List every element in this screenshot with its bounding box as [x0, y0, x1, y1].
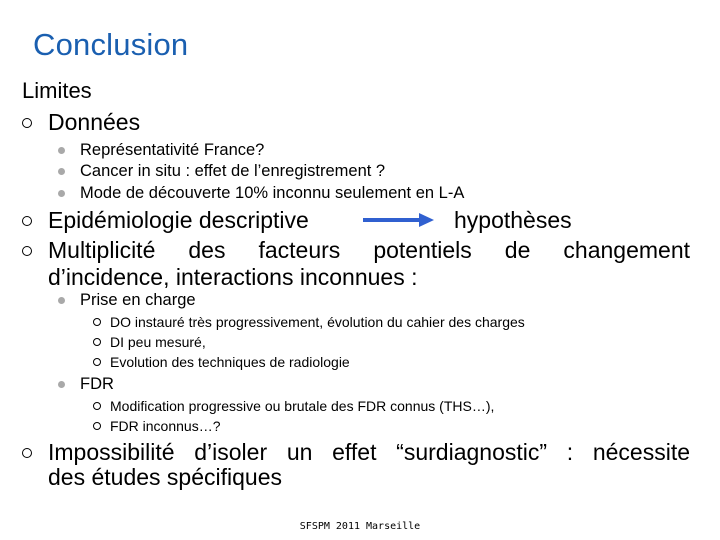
sub-bullet-text: FDR — [80, 375, 114, 393]
sub-bullet-text: Mode de découverte 10% inconnu seulement en L-A — [80, 184, 465, 202]
sub-sub-bullet-text: Evolution des techniques de radiologie — [110, 354, 350, 370]
bullet-text-line2: d’incidence, interactions inconnues : — [48, 264, 418, 290]
bullet-text-line1: Multiplicité des facteurs potentiels de changement — [48, 237, 690, 263]
bullet-text-left: Epidémiologie descriptive — [48, 207, 309, 233]
sub-bullet-text: Prise en charge — [80, 291, 196, 309]
slide-title: Conclusion — [33, 27, 189, 62]
gray-dot-bullet-icon — [58, 381, 65, 388]
gray-dot-bullet-icon — [58, 297, 65, 304]
sub-sub-bullet-text: FDR inconnus…? — [110, 418, 221, 434]
right-arrow-icon — [363, 212, 435, 228]
hollow-circle-bullet-icon — [22, 448, 32, 458]
hollow-circle-bullet-icon — [93, 318, 101, 326]
sub-sub-bullet-text: DO instauré très progressivement, évolution du cahier des charges — [110, 314, 525, 330]
section-heading: Limites — [22, 78, 92, 103]
bullet-text: Données — [48, 109, 141, 135]
hollow-circle-bullet-icon — [93, 358, 101, 366]
footer-text: SFSPM 2011 Marseille — [299, 521, 421, 532]
gray-dot-bullet-icon — [58, 147, 65, 154]
hollow-circle-bullet-icon — [22, 216, 32, 226]
sub-sub-bullet-text: Modification progressive ou brutale des FDR connus (THS…), — [110, 398, 495, 414]
bullet-text-right: hypothèses — [454, 207, 572, 233]
slide-footer — [0, 521, 720, 532]
hollow-circle-bullet-icon — [22, 246, 32, 256]
sub-bullet-text: Cancer in situ : effet de l’enregistrement ? — [80, 162, 386, 180]
bullet-text-line1: Impossibilité d’isoler un effet “surdiagnostic” : nécessite — [48, 439, 690, 465]
hollow-circle-bullet-icon — [93, 402, 101, 410]
gray-dot-bullet-icon — [58, 190, 65, 197]
sub-sub-bullet-text: DI peu mesuré, — [110, 334, 206, 350]
hollow-circle-bullet-icon — [93, 422, 101, 430]
sub-bullet-text: Représentativité France? — [80, 141, 265, 159]
hollow-circle-bullet-icon — [22, 118, 32, 128]
gray-dot-bullet-icon — [58, 168, 65, 175]
bullet-text-line2: des études spécifiques — [48, 464, 282, 490]
hollow-circle-bullet-icon — [93, 338, 101, 346]
